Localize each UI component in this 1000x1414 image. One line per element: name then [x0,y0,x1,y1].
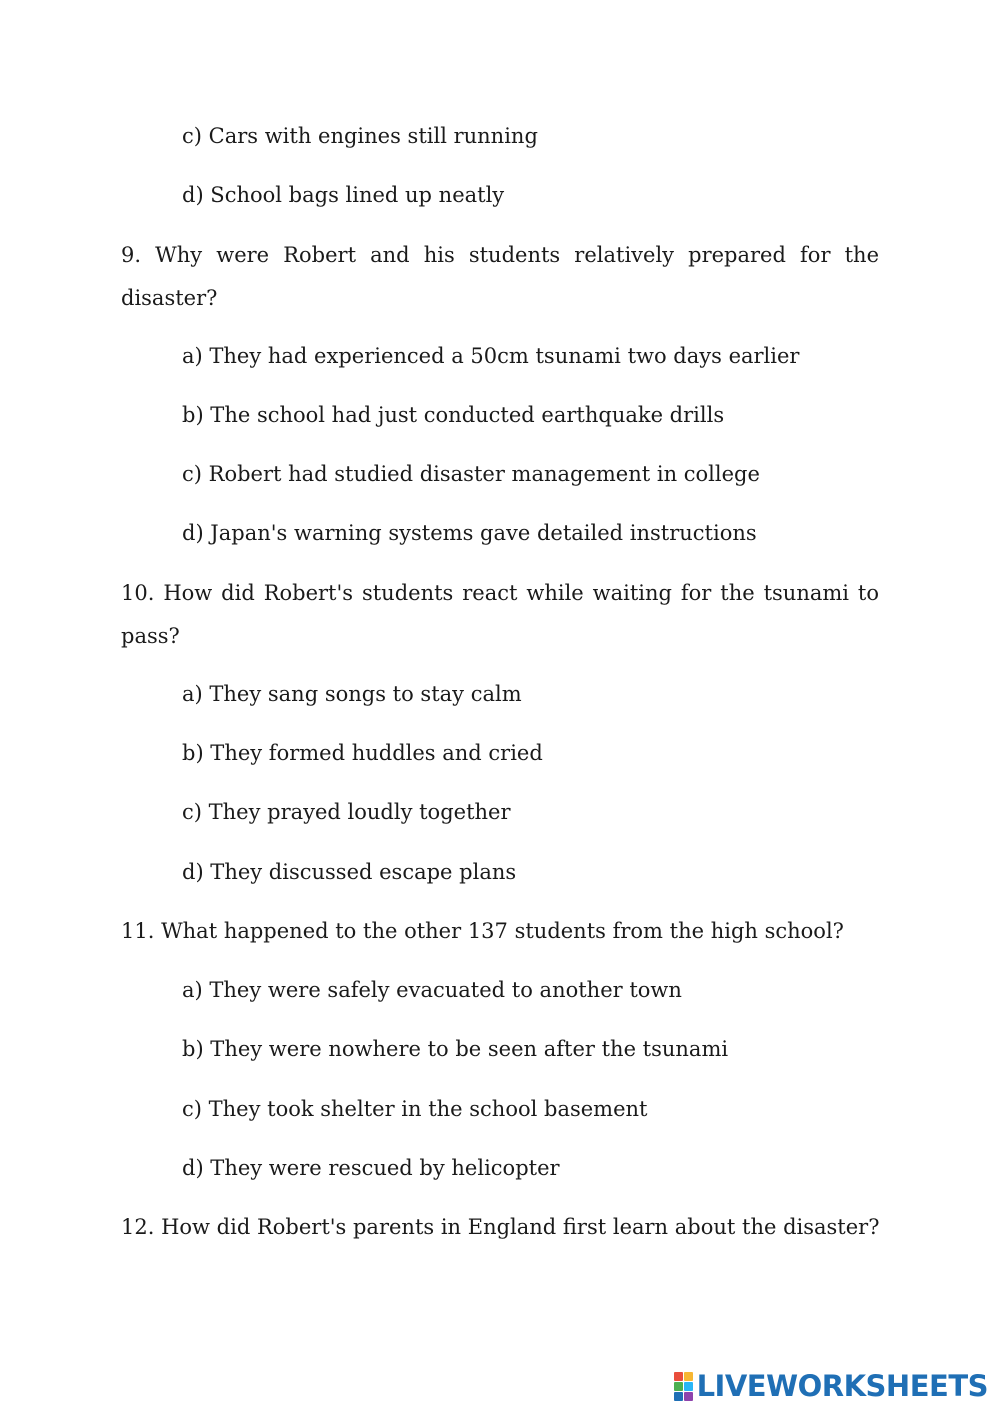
q11-option-a[interactable]: a) They were safely evacuated to another town [182,978,682,1002]
q9-option-c[interactable]: c) Robert had studied disaster management in college [182,462,760,486]
q12-question-text: 12. How did Robert's parents in England first learn about the disaster? [121,1215,880,1239]
q10-option-c[interactable]: c) They prayed loudly together [182,800,511,824]
q10-question-text-cont: pass? [121,624,180,648]
q8-option-d[interactable]: d) School bags lined up neatly [182,183,505,207]
q9-question-text-cont: disaster? [121,286,218,310]
q10-question-text: 10. How did Robert's students react while waiting for the tsunami to [121,581,879,605]
q10-option-b[interactable]: b) They formed huddles and cried [182,741,543,765]
q8-option-c[interactable]: c) Cars with engines still running [182,124,538,148]
q9-option-b[interactable]: b) The school had just conducted earthquake drills [182,403,725,427]
q11-option-b[interactable]: b) They were nowhere to be seen after the tsunami [182,1037,729,1061]
liveworksheets-logo-icon [674,1372,693,1401]
liveworksheets-logo-text: LIVEWORKSHEETS [696,1369,988,1403]
liveworksheets-logo [674,1370,988,1402]
q11-option-c[interactable]: c) They took shelter in the school basement [182,1097,648,1121]
q11-option-d[interactable]: d) They were rescued by helicopter [182,1156,560,1180]
q11-question-text: 11. What happened to the other 137 students from the high school? [121,919,844,943]
q10-option-d[interactable]: d) They discussed escape plans [182,860,517,884]
q9-option-d[interactable]: d) Japan's warning systems gave detailed instructions [182,521,757,545]
q10-option-a[interactable]: a) They sang songs to stay calm [182,682,522,706]
q9-option-a[interactable]: a) They had experienced a 50cm tsunami two days earlier [182,344,800,368]
q9-question-text: 9. Why were Robert and his students relatively prepared for the [121,243,879,267]
